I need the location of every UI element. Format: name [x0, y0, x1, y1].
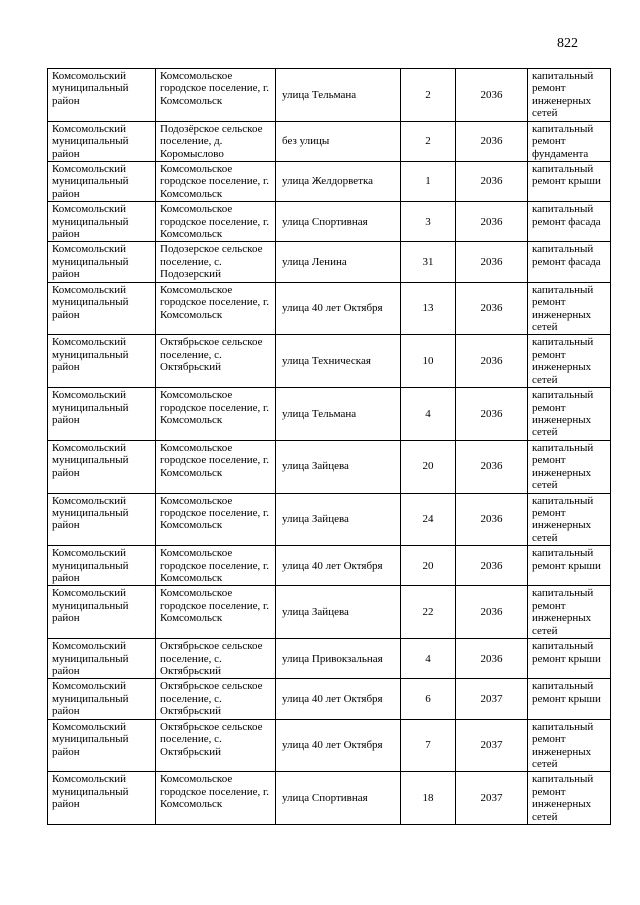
- cell-work: капитальный ремонт инженерных сетей: [528, 440, 611, 493]
- cell-street: без улицы: [276, 121, 401, 161]
- cell-work: капитальный ремонт фасада: [528, 202, 611, 242]
- cell-house: 10: [401, 335, 456, 388]
- cell-house: 2: [401, 121, 456, 161]
- cell-work: капитальный ремонт фундамента: [528, 121, 611, 161]
- table-row: [48, 719, 611, 772]
- cell-work: капитальный ремонт инженерных сетей: [528, 335, 611, 388]
- cell-year: 2037: [456, 772, 528, 825]
- cell-street: улица Тельмана: [276, 388, 401, 441]
- table-row: [48, 440, 611, 493]
- table-row: [48, 282, 611, 335]
- cell-work: капитальный ремонт инженерных сетей: [528, 388, 611, 441]
- cell-district: Комсомольский муниципальный район: [48, 639, 156, 679]
- cell-district: Комсомольский муниципальный район: [48, 493, 156, 546]
- cell-work: капитальный ремонт крыши: [528, 161, 611, 201]
- cell-year: 2036: [456, 493, 528, 546]
- cell-street: улица Техническая: [276, 335, 401, 388]
- cell-street: улица Привокзальная: [276, 639, 401, 679]
- cell-district: Комсомольский муниципальный район: [48, 282, 156, 335]
- table-row: [48, 202, 611, 242]
- cell-house: 13: [401, 282, 456, 335]
- repairs-table: [47, 68, 611, 825]
- cell-year: 2036: [456, 202, 528, 242]
- cell-year: 2036: [456, 69, 528, 122]
- cell-settlement: Октябрьское сельское поселение, с. Октябрьский: [156, 639, 276, 679]
- table-row: [48, 639, 611, 679]
- table-row: [48, 493, 611, 546]
- cell-district: Комсомольский муниципальный район: [48, 772, 156, 825]
- cell-house: 1: [401, 161, 456, 201]
- cell-district: Комсомольский муниципальный район: [48, 388, 156, 441]
- cell-house: 24: [401, 493, 456, 546]
- cell-district: Комсомольский муниципальный район: [48, 335, 156, 388]
- cell-district: Комсомольский муниципальный район: [48, 69, 156, 122]
- cell-street: улица 40 лет Октября: [276, 679, 401, 719]
- cell-street: улица Спортивная: [276, 202, 401, 242]
- cell-year: 2036: [456, 586, 528, 639]
- cell-settlement: Октябрьское сельское поселение, с. Октябрьский: [156, 719, 276, 772]
- cell-work: капитальный ремонт фасада: [528, 242, 611, 282]
- cell-house: 20: [401, 546, 456, 586]
- cell-street: улица Зайцева: [276, 440, 401, 493]
- cell-house: 4: [401, 388, 456, 441]
- cell-settlement: Подозерское сельское поселение, с. Подозерский: [156, 242, 276, 282]
- cell-street: улица 40 лет Октября: [276, 282, 401, 335]
- cell-work: капитальный ремонт инженерных сетей: [528, 586, 611, 639]
- table-body: [48, 69, 611, 825]
- cell-street: улица Желдорветка: [276, 161, 401, 201]
- table-row: [48, 335, 611, 388]
- cell-year: 2036: [456, 440, 528, 493]
- cell-district: Комсомольский муниципальный район: [48, 242, 156, 282]
- page-number: 822: [557, 36, 578, 51]
- cell-settlement: Подозёрское сельское поселение, д. Коромыслово: [156, 121, 276, 161]
- cell-street: улица Ленина: [276, 242, 401, 282]
- cell-work: капитальный ремонт крыши: [528, 679, 611, 719]
- cell-street: улица Спортивная: [276, 772, 401, 825]
- cell-street: улица Тельмана: [276, 69, 401, 122]
- cell-district: Комсомольский муниципальный район: [48, 546, 156, 586]
- cell-house: 31: [401, 242, 456, 282]
- cell-work: капитальный ремонт инженерных сетей: [528, 282, 611, 335]
- cell-house: 20: [401, 440, 456, 493]
- table-row: [48, 161, 611, 201]
- cell-street: улица Зайцева: [276, 586, 401, 639]
- cell-house: 2: [401, 69, 456, 122]
- cell-year: 2036: [456, 161, 528, 201]
- cell-work: капитальный ремонт инженерных сетей: [528, 493, 611, 546]
- table-row: [48, 242, 611, 282]
- cell-year: 2036: [456, 388, 528, 441]
- cell-district: Комсомольский муниципальный район: [48, 121, 156, 161]
- table-row: [48, 388, 611, 441]
- cell-settlement: Октябрьское сельское поселение, с. Октябрьский: [156, 335, 276, 388]
- cell-work: капитальный ремонт крыши: [528, 546, 611, 586]
- cell-house: 6: [401, 679, 456, 719]
- cell-year: 2036: [456, 335, 528, 388]
- cell-year: 2036: [456, 282, 528, 335]
- cell-district: Комсомольский муниципальный район: [48, 586, 156, 639]
- table-row: [48, 586, 611, 639]
- cell-street: улица 40 лет Октября: [276, 719, 401, 772]
- cell-district: Комсомольский муниципальный район: [48, 719, 156, 772]
- cell-district: Комсомольский муниципальный район: [48, 679, 156, 719]
- cell-settlement: Комсомольское городское поселение, г. Комсомольск: [156, 388, 276, 441]
- cell-settlement: Комсомольское городское поселение, г. Комсомольск: [156, 493, 276, 546]
- cell-settlement: Комсомольское городское поселение, г. Комсомольск: [156, 161, 276, 201]
- cell-house: 22: [401, 586, 456, 639]
- cell-year: 2037: [456, 679, 528, 719]
- cell-year: 2036: [456, 121, 528, 161]
- cell-settlement: Комсомольское городское поселение, г. Комсомольск: [156, 586, 276, 639]
- cell-year: 2036: [456, 242, 528, 282]
- cell-year: 2036: [456, 546, 528, 586]
- table-row: [48, 69, 611, 122]
- cell-work: капитальный ремонт инженерных сетей: [528, 772, 611, 825]
- table-row: [48, 772, 611, 825]
- cell-district: Комсомольский муниципальный район: [48, 202, 156, 242]
- cell-district: Комсомольский муниципальный район: [48, 440, 156, 493]
- cell-settlement: Комсомольское городское поселение, г. Комсомольск: [156, 440, 276, 493]
- cell-work: капитальный ремонт инженерных сетей: [528, 69, 611, 122]
- cell-settlement: Октябрьское сельское поселение, с. Октябрьский: [156, 679, 276, 719]
- cell-settlement: Комсомольское городское поселение, г. Комсомольск: [156, 202, 276, 242]
- cell-street: улица 40 лет Октября: [276, 546, 401, 586]
- cell-district: Комсомольский муниципальный район: [48, 161, 156, 201]
- cell-house: 7: [401, 719, 456, 772]
- cell-settlement: Комсомольское городское поселение, г. Комсомольск: [156, 69, 276, 122]
- cell-settlement: Комсомольское городское поселение, г. Комсомольск: [156, 772, 276, 825]
- cell-house: 3: [401, 202, 456, 242]
- cell-year: 2036: [456, 639, 528, 679]
- cell-house: 18: [401, 772, 456, 825]
- table-row: [48, 679, 611, 719]
- table-row: [48, 121, 611, 161]
- cell-work: капитальный ремонт инженерных сетей: [528, 719, 611, 772]
- cell-year: 2037: [456, 719, 528, 772]
- table-row: [48, 546, 611, 586]
- cell-street: улица Зайцева: [276, 493, 401, 546]
- cell-work: капитальный ремонт крыши: [528, 639, 611, 679]
- cell-house: 4: [401, 639, 456, 679]
- cell-settlement: Комсомольское городское поселение, г. Комсомольск: [156, 546, 276, 586]
- cell-settlement: Комсомольское городское поселение, г. Комсомольск: [156, 282, 276, 335]
